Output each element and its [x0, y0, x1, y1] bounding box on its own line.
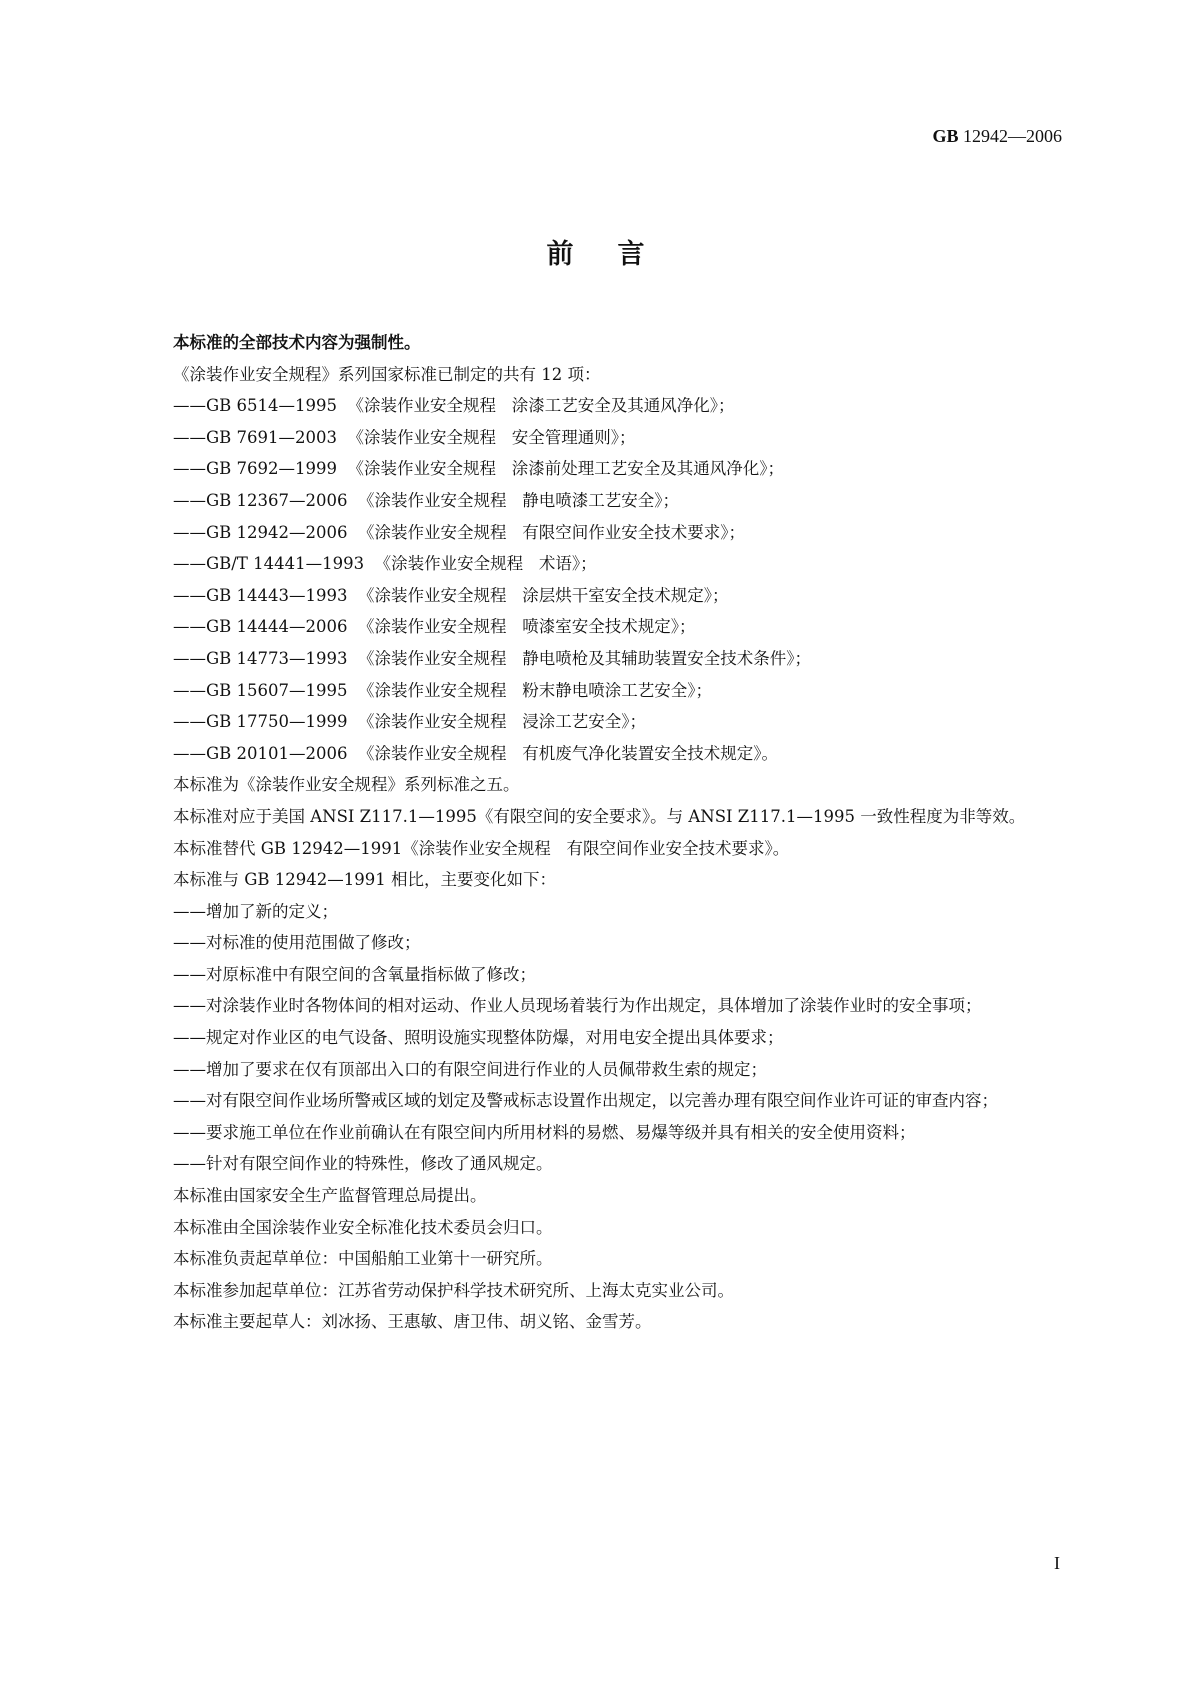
change-item: ——针对有限空间作业的特殊性，修改了通风规定。 [173, 1154, 553, 1174]
page-title: 前言 [546, 239, 689, 270]
series-item: ——GB 17750—1999 《涂装作业安全规程 浸涂工艺安全》； [173, 712, 647, 732]
custodian-statement: 本标准由全国涂装作业安全标准化技术委员会归口。 [173, 1217, 553, 1237]
series-item: ——GB 20101—2006 《涂装作业安全规程 有机废气净化装置安全技术规定》。 [173, 743, 779, 763]
series-item: ——GB 6514—1995 《涂装作业安全规程 涂漆工艺安全及其通风净化》； [173, 396, 735, 416]
series-item: ——GB 15607—1995 《涂装作业安全规程 粉末静电喷涂工艺安全》； [173, 680, 713, 700]
change-item: ——对原标准中有限空间的含氧量指标做了修改； [173, 964, 536, 984]
correspondence-statement: 本标准对应于美国 ANSI Z117.1—1995《有限空间的安全要求》。与 ANSI Z117.1—1995 一致性程度为非等效。 [173, 806, 1026, 826]
series-item: ——GB 12367—2006 《涂装作业安全规程 静电喷漆工艺安全》； [173, 490, 680, 510]
participating-units-statement: 本标准参加起草单位：江苏省劳动保护科学技术研究所、上海太克实业公司。 [173, 1280, 734, 1300]
series-item: ——GB/T 14441—1993 《涂装作业安全规程 术语》； [173, 554, 597, 574]
document-code-number: 12942—2006 [958, 126, 1062, 146]
change-item: ——要求施工单位在作业前确认在有限空间内所用材料的易燃、易爆等级并具有相关的安全使用资料； [173, 1122, 916, 1142]
series-item: ——GB 14773—1993 《涂装作业安全规程 静电喷枪及其辅助装置安全技术条件》； [173, 648, 812, 668]
proposer-statement: 本标准由国家安全生产监督管理总局提出。 [173, 1186, 487, 1206]
series-item: ——GB 14444—2006 《涂装作业安全规程 喷漆室安全技术规定》； [173, 617, 696, 637]
series-intro: 《涂装作业安全规程》系列国家标准已制定的共有 12 项： [173, 364, 601, 384]
series-item: ——GB 14443—1993 《涂装作业安全规程 涂层烘干室安全技术规定》； [173, 585, 729, 605]
change-item: ——增加了要求在仅有顶部出入口的有限空间进行作业的人员佩带救生索的规定； [173, 1059, 767, 1079]
change-item: ——规定对作业区的电气设备、照明设施实现整体防爆，对用电安全提出具体要求； [173, 1028, 784, 1048]
drafters-statement: 本标准主要起草人：刘冰扬、王惠敏、唐卫伟、胡义铭、金雪芳。 [173, 1312, 652, 1332]
series-item: ——GB 12942—2006 《涂装作业安全规程 有限空间作业安全技术要求》； [173, 522, 746, 542]
replacement-statement: 本标准替代 GB 12942—1991《涂装作业安全规程 有限空间作业安全技术要求》。 [173, 838, 790, 858]
series-item: ——GB 7692—1999 《涂装作业安全规程 涂漆前处理工艺安全及其通风净化》； [173, 459, 785, 479]
change-item: ——对标准的使用范围做了修改； [173, 933, 421, 953]
series-item: ——GB 7691—2003 《涂装作业安全规程 安全管理通则》； [173, 427, 636, 447]
series-list [133, 390, 1057, 769]
changes-list [133, 896, 1057, 1180]
document-code [932, 126, 1062, 147]
drafting-unit-statement: 本标准负责起草单位：中国船舶工业第十一研究所。 [173, 1249, 553, 1269]
page-number: I [1054, 1553, 1060, 1573]
change-item: ——对涂装作业时各物体间的相对运动、作业人员现场着装行为作出规定，具体增加了涂装作业时的安全事项； [173, 996, 982, 1016]
mandatory-statement: 本标准的全部技术内容为强制性。 [173, 333, 421, 352]
change-item: ——增加了新的定义； [173, 901, 338, 921]
changes-intro: 本标准与 GB 12942—1991 相比，主要变化如下： [173, 870, 557, 890]
foreword-body [133, 327, 1057, 1338]
document-code-prefix: GB [932, 126, 959, 146]
series-position: 本标准为《涂装作业安全规程》系列标准之五。 [173, 775, 520, 795]
change-item: ——对有限空间作业场所警戒区域的划定及警戒标志设置作出规定，以完善办理有限空间作业许可证的审查内容； [173, 1091, 998, 1111]
